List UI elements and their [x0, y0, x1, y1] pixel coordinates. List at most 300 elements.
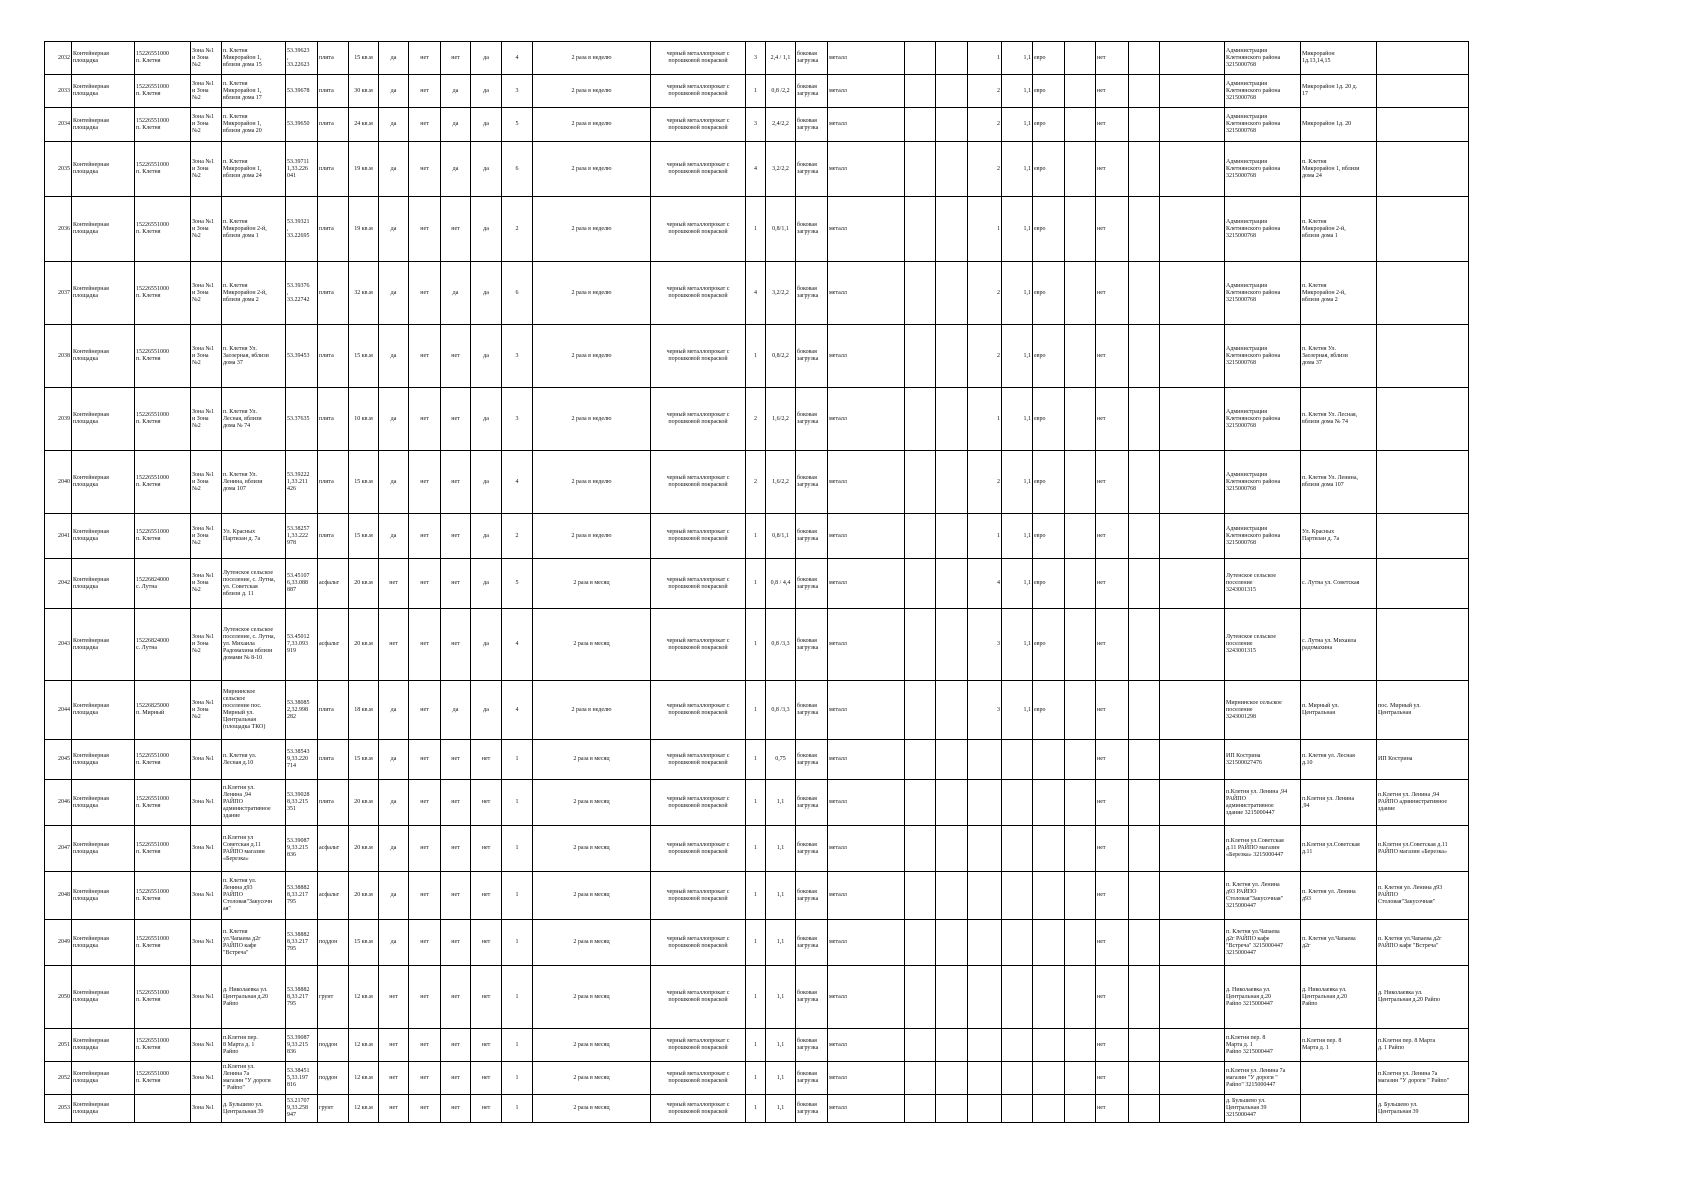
- cell-empty: [936, 1095, 968, 1123]
- cell-flag-4: да: [471, 681, 502, 740]
- cell-no-flag: нет: [1096, 262, 1129, 325]
- cell-empty: [1129, 75, 1160, 108]
- cell-surface: асфальт: [318, 609, 349, 681]
- cell-address: п. Клетня ул. Лесная д.10: [222, 740, 286, 780]
- cell-flag-3: да: [441, 681, 471, 740]
- cell-volume-2: 1,1: [1002, 142, 1033, 197]
- cell-source-address: п. Клетня Ул. Лесная, вблизи дома № 74: [1301, 388, 1377, 451]
- table-row: [45, 920, 1469, 966]
- cell-coordinates: 53.39623 , 33.22623: [286, 42, 318, 75]
- cell-coordinates: 53.21707 9,33.258 947: [286, 1095, 318, 1123]
- table-row: [45, 142, 1469, 197]
- cell-flag-1: нет: [379, 1029, 409, 1062]
- cell-oktmo-code: 15226551000 п. Клетня: [135, 262, 191, 325]
- cell-volume-2: [1002, 826, 1033, 872]
- cell-empty: [936, 559, 968, 609]
- cell-surface: плита: [318, 75, 349, 108]
- cell-row-number: 2049: [45, 920, 72, 966]
- cell-area: 15 кв.м: [349, 42, 379, 75]
- cell-flag-1: да: [379, 681, 409, 740]
- cell-empty: [936, 325, 968, 388]
- cell-pickup-frequency: 2 раза в неделю: [533, 325, 651, 388]
- cell-source-address: п.Клетня ул. Ленина ,94: [1301, 780, 1377, 826]
- cell-empty: [1065, 75, 1096, 108]
- cell-empty: [1065, 514, 1096, 559]
- cell-empty: [1160, 325, 1225, 388]
- cell-euro: евро: [1033, 325, 1065, 388]
- cell-oktmo-code: 15226551000 п. Клетня: [135, 75, 191, 108]
- cell-no-flag: нет: [1096, 75, 1129, 108]
- cell-metal: металл: [828, 197, 905, 262]
- cell-source-address: Микрорайон 1д. 20 д. 17: [1301, 75, 1377, 108]
- cell-empty: [905, 514, 936, 559]
- cell-empty: [1160, 681, 1225, 740]
- cell-oktmo-code: 15226825000 п. Мирный: [135, 681, 191, 740]
- cell-container-count: 1: [502, 872, 533, 920]
- cell-coordinates: 53.38451 5,33.197 816: [286, 1062, 318, 1095]
- cell-container-count: 1: [502, 826, 533, 872]
- cell-flag-3: нет: [441, 872, 471, 920]
- cell-object-type: Контейнерная площадка: [72, 1095, 135, 1123]
- cell-empty: [905, 325, 936, 388]
- cell-extra-info: п.Клетня пер. 8 Марта д. 1 Райпо: [1377, 1029, 1469, 1062]
- table-row: [45, 388, 1469, 451]
- cell-pickup-frequency: 2 раза в месяц: [533, 1029, 651, 1062]
- cell-flag-4: да: [471, 609, 502, 681]
- cell-coordinates: 53.39453: [286, 325, 318, 388]
- cell-empty: [936, 872, 968, 920]
- cell-flag-2: нет: [409, 388, 441, 451]
- cell-container-count-2: [968, 920, 1002, 966]
- cell-container-material: черный металлопрокат с порошковой покраской: [651, 1095, 746, 1123]
- cell-loading-type: боковая загрузка: [796, 197, 828, 262]
- cell-source-address: с. Лутна ул. Михаила радомахина: [1301, 609, 1377, 681]
- cell-container-material: черный металлопрокат с порошковой покраской: [651, 920, 746, 966]
- cell-coordinates: 53.38882 8,33.217 795: [286, 966, 318, 1029]
- cell-metal: металл: [828, 1095, 905, 1123]
- cell-euro: евро: [1033, 262, 1065, 325]
- cell-container-count-2: [968, 966, 1002, 1029]
- cell-zone: Зона №1 и Зона №2: [191, 325, 222, 388]
- cell-flag-1: да: [379, 197, 409, 262]
- cell-flag-1: да: [379, 325, 409, 388]
- cell-area: 15 кв.м: [349, 740, 379, 780]
- cell-coordinates: 53.39650: [286, 108, 318, 142]
- cell-empty: [1065, 1029, 1096, 1062]
- cell-volume: 1,1: [766, 872, 796, 920]
- cell-empty: [905, 388, 936, 451]
- cell-metal: металл: [828, 108, 905, 142]
- cell-surface: плита: [318, 780, 349, 826]
- cell-area: 18 кв.м: [349, 681, 379, 740]
- cell-oktmo-code: 15226824000 с. Лутна: [135, 609, 191, 681]
- cell-volume-2: 1,1: [1002, 514, 1033, 559]
- cell-container-qty: 1: [746, 75, 766, 108]
- table-row: [45, 262, 1469, 325]
- cell-empty: [1065, 740, 1096, 780]
- cell-object-type: Контейнерная площадка: [72, 780, 135, 826]
- cell-extra-info: [1377, 609, 1469, 681]
- cell-euro: [1033, 1095, 1065, 1123]
- cell-address: д. Николаевка ул. Центральная д.20 Райпо: [222, 966, 286, 1029]
- cell-flag-1: нет: [379, 559, 409, 609]
- cell-zone: Зона №1 и Зона №2: [191, 75, 222, 108]
- cell-oktmo-code: 15226824000 с. Лутна: [135, 559, 191, 609]
- cell-no-flag: нет: [1096, 740, 1129, 780]
- cell-pickup-frequency: 2 раза в неделю: [533, 142, 651, 197]
- cell-volume: 1,1: [766, 780, 796, 826]
- cell-empty: [1065, 142, 1096, 197]
- cell-empty: [1129, 740, 1160, 780]
- cell-surface: асфальт: [318, 826, 349, 872]
- cell-empty: [1160, 197, 1225, 262]
- cell-flag-1: нет: [379, 966, 409, 1029]
- cell-object-type: Контейнерная площадка: [72, 609, 135, 681]
- cell-owner: п.Клетня ул. Ленина 7а магазин "У дороги " Райпо" 3215000447: [1225, 1062, 1301, 1095]
- cell-container-count: 2: [502, 514, 533, 559]
- cell-euro: евро: [1033, 609, 1065, 681]
- cell-coordinates: 53.37635: [286, 388, 318, 451]
- cell-no-flag: нет: [1096, 966, 1129, 1029]
- cell-volume-2: [1002, 780, 1033, 826]
- cell-coordinates: 53.39321 , 33.22695: [286, 197, 318, 262]
- cell-volume-2: 1,1: [1002, 108, 1033, 142]
- cell-loading-type: боковая загрузка: [796, 920, 828, 966]
- table-row: [45, 872, 1469, 920]
- cell-empty: [936, 609, 968, 681]
- cell-extra-info: [1377, 388, 1469, 451]
- cell-container-count-2: [968, 740, 1002, 780]
- cell-empty: [905, 559, 936, 609]
- cell-euro: евро: [1033, 42, 1065, 75]
- cell-empty: [1160, 740, 1225, 780]
- cell-row-number: 2052: [45, 1062, 72, 1095]
- cell-container-qty: 1: [746, 780, 766, 826]
- cell-empty: [1129, 609, 1160, 681]
- cell-container-qty: 4: [746, 262, 766, 325]
- cell-container-material: черный металлопрокат с порошковой покраской: [651, 1029, 746, 1062]
- cell-zone: Зона №1: [191, 920, 222, 966]
- cell-object-type: Контейнерная площадка: [72, 920, 135, 966]
- cell-metal: металл: [828, 75, 905, 108]
- cell-flag-1: да: [379, 42, 409, 75]
- cell-coordinates: 53.38257 1,33.222 978: [286, 514, 318, 559]
- cell-loading-type: боковая загрузка: [796, 388, 828, 451]
- cell-oktmo-code: 15226551000 п. Клетня: [135, 142, 191, 197]
- cell-container-material: черный металлопрокат с порошковой покраской: [651, 42, 746, 75]
- cell-flag-1: да: [379, 920, 409, 966]
- cell-container-material: черный металлопрокат с порошковой покраской: [651, 681, 746, 740]
- cell-metal: металл: [828, 42, 905, 75]
- cell-source-address: [1301, 1095, 1377, 1123]
- cell-empty: [905, 780, 936, 826]
- cell-coordinates: 53.39678: [286, 75, 318, 108]
- cell-container-count: 1: [502, 920, 533, 966]
- cell-metal: металл: [828, 451, 905, 514]
- cell-extra-info: д. Николаевка ул. Центральная д.20 Райпо: [1377, 966, 1469, 1029]
- cell-flag-3: нет: [441, 780, 471, 826]
- cell-flag-3: да: [441, 262, 471, 325]
- cell-metal: металл: [828, 262, 905, 325]
- cell-no-flag: нет: [1096, 108, 1129, 142]
- cell-container-qty: 1: [746, 1095, 766, 1123]
- cell-flag-2: нет: [409, 966, 441, 1029]
- cell-empty: [1129, 1062, 1160, 1095]
- cell-empty: [1160, 966, 1225, 1029]
- cell-zone: Зона №1 и Зона №2: [191, 262, 222, 325]
- cell-container-qty: 1: [746, 609, 766, 681]
- cell-container-count: 6: [502, 262, 533, 325]
- cell-empty: [905, 262, 936, 325]
- cell-flag-2: нет: [409, 559, 441, 609]
- cell-flag-1: нет: [379, 1095, 409, 1123]
- cell-flag-4: да: [471, 42, 502, 75]
- cell-loading-type: боковая загрузка: [796, 1095, 828, 1123]
- cell-empty: [1065, 966, 1096, 1029]
- cell-empty: [936, 966, 968, 1029]
- cell-extra-info: пос. Мирный ул. Центральная: [1377, 681, 1469, 740]
- cell-row-number: 2041: [45, 514, 72, 559]
- cell-container-count: 1: [502, 966, 533, 1029]
- cell-source-address: Ул. Красных Партизан д. 7а: [1301, 514, 1377, 559]
- cell-flag-3: нет: [441, 826, 471, 872]
- cell-volume: 0,8 /2,2: [766, 75, 796, 108]
- cell-zone: Зона №1 и Зона №2: [191, 681, 222, 740]
- cell-zone: Зона №1: [191, 1029, 222, 1062]
- cell-flag-2: нет: [409, 42, 441, 75]
- cell-flag-1: да: [379, 740, 409, 780]
- cell-flag-4: да: [471, 559, 502, 609]
- cell-flag-2: нет: [409, 920, 441, 966]
- cell-volume-2: 1,1: [1002, 388, 1033, 451]
- cell-address: п. Клетня Микрорайон 2-й, вблизи дома 1: [222, 197, 286, 262]
- cell-no-flag: нет: [1096, 197, 1129, 262]
- cell-object-type: Контейнерная площадка: [72, 197, 135, 262]
- cell-oktmo-code: 15226551000 п. Клетня: [135, 42, 191, 75]
- cell-flag-2: нет: [409, 780, 441, 826]
- cell-oktmo-code: 15226551000 п. Клетня: [135, 826, 191, 872]
- cell-coordinates: 53.39222 1,33.211 426: [286, 451, 318, 514]
- cell-metal: металл: [828, 920, 905, 966]
- cell-extra-info: п. Клетня ул.Чапаева д2г РАЙПО кафе "Встреча": [1377, 920, 1469, 966]
- cell-address: д. Бульшево ул. Центральная 39: [222, 1095, 286, 1123]
- cell-volume-2: [1002, 872, 1033, 920]
- cell-row-number: 2034: [45, 108, 72, 142]
- cell-pickup-frequency: 2 раза в неделю: [533, 388, 651, 451]
- cell-container-material: черный металлопрокат с порошковой покраской: [651, 966, 746, 1029]
- cell-flag-3: нет: [441, 42, 471, 75]
- cell-area: 15 кв.м: [349, 514, 379, 559]
- cell-empty: [1160, 826, 1225, 872]
- cell-container-material: черный металлопрокат с порошковой покраской: [651, 1062, 746, 1095]
- cell-empty: [905, 740, 936, 780]
- cell-empty: [1065, 325, 1096, 388]
- cell-address: п. Клетня ул. Ленина д93 РАЙПО Столовая"Закусочн ая": [222, 872, 286, 920]
- cell-surface: плита: [318, 388, 349, 451]
- cell-flag-3: нет: [441, 451, 471, 514]
- cell-metal: металл: [828, 514, 905, 559]
- cell-object-type: Контейнерная площадка: [72, 514, 135, 559]
- cell-flag-1: нет: [379, 1062, 409, 1095]
- cell-flag-2: нет: [409, 451, 441, 514]
- cell-empty: [1065, 559, 1096, 609]
- cell-owner: Администрация Клетнянского района 3215000768: [1225, 514, 1301, 559]
- cell-empty: [1160, 1029, 1225, 1062]
- cell-euro: [1033, 1062, 1065, 1095]
- cell-address: п. Клетня Ул. Лесная, вблизи дома № 74: [222, 388, 286, 451]
- cell-metal: металл: [828, 1062, 905, 1095]
- cell-pickup-frequency: 2 раза в неделю: [533, 108, 651, 142]
- cell-extra-info: [1377, 559, 1469, 609]
- cell-zone: Зона №1 и Зона №2: [191, 514, 222, 559]
- cell-container-material: черный металлопрокат с порошковой покраской: [651, 609, 746, 681]
- cell-pickup-frequency: 2 раза в неделю: [533, 262, 651, 325]
- cell-flag-2: нет: [409, 142, 441, 197]
- cell-loading-type: боковая загрузка: [796, 872, 828, 920]
- cell-surface: плита: [318, 142, 349, 197]
- cell-container-count: 3: [502, 75, 533, 108]
- cell-empty: [1065, 388, 1096, 451]
- cell-owner: Администрация Клетнянского района 3215000768: [1225, 142, 1301, 197]
- cell-loading-type: боковая загрузка: [796, 262, 828, 325]
- cell-area: 20 кв.м: [349, 780, 379, 826]
- cell-object-type: Контейнерная площадка: [72, 1062, 135, 1095]
- cell-container-material: черный металлопрокат с порошковой покраской: [651, 559, 746, 609]
- cell-volume-2: [1002, 1062, 1033, 1095]
- cell-zone: Зона №1: [191, 1062, 222, 1095]
- cell-surface: плита: [318, 681, 349, 740]
- cell-extra-info: [1377, 197, 1469, 262]
- cell-no-flag: нет: [1096, 514, 1129, 559]
- cell-address: п. Клетня Микрорайон 1, вблизи дома 24: [222, 142, 286, 197]
- cell-euro: евро: [1033, 451, 1065, 514]
- cell-loading-type: боковая загрузка: [796, 609, 828, 681]
- cell-source-address: п. Клетня Микрорайон 1, вблизи дома 24: [1301, 142, 1377, 197]
- cell-address: п. Клетня Ул. Ленина, вблизи дома 107: [222, 451, 286, 514]
- cell-no-flag: нет: [1096, 42, 1129, 75]
- cell-container-material: черный металлопрокат с порошковой покраской: [651, 108, 746, 142]
- cell-flag-2: нет: [409, 826, 441, 872]
- cell-zone: Зона №1 и Зона №2: [191, 42, 222, 75]
- cell-oktmo-code: 15226551000 п. Клетня: [135, 920, 191, 966]
- table-row: [45, 514, 1469, 559]
- cell-container-count: 3: [502, 388, 533, 451]
- cell-empty: [905, 1062, 936, 1095]
- table-row: [45, 451, 1469, 514]
- cell-flag-3: нет: [441, 514, 471, 559]
- cell-surface: плита: [318, 740, 349, 780]
- cell-surface: грунт: [318, 966, 349, 1029]
- cell-no-flag: нет: [1096, 1029, 1129, 1062]
- cell-owner: д. Николаевка ул. Центральная д.20 Райпо 3215000447: [1225, 966, 1301, 1029]
- cell-surface: плита: [318, 451, 349, 514]
- cell-surface: плита: [318, 197, 349, 262]
- cell-empty: [936, 740, 968, 780]
- table-row: [45, 325, 1469, 388]
- cell-flag-2: нет: [409, 872, 441, 920]
- cell-owner: п.Клетня ул. Ленина ,94 РАЙПО административное здание 3215000447: [1225, 780, 1301, 826]
- cell-coordinates: 53.38882 8,33.217 795: [286, 920, 318, 966]
- cell-no-flag: нет: [1096, 451, 1129, 514]
- cell-flag-4: да: [471, 75, 502, 108]
- cell-empty: [1160, 872, 1225, 920]
- cell-metal: металл: [828, 388, 905, 451]
- cell-no-flag: нет: [1096, 780, 1129, 826]
- cell-volume-2: 1,1: [1002, 197, 1033, 262]
- cell-flag-1: да: [379, 108, 409, 142]
- cell-container-qty: 1: [746, 681, 766, 740]
- cell-flag-4: нет: [471, 826, 502, 872]
- cell-source-address: п. Клетня ул. Ленина д93: [1301, 872, 1377, 920]
- cell-loading-type: боковая загрузка: [796, 451, 828, 514]
- cell-container-material: черный металлопрокат с порошковой покраской: [651, 514, 746, 559]
- cell-pickup-frequency: 2 раза в месяц: [533, 920, 651, 966]
- cell-oktmo-code: 15226551000 п. Клетня: [135, 1029, 191, 1062]
- cell-coordinates: 53.38543 9,33.220 714: [286, 740, 318, 780]
- cell-row-number: 2043: [45, 609, 72, 681]
- cell-empty: [905, 826, 936, 872]
- cell-no-flag: нет: [1096, 826, 1129, 872]
- cell-container-count-2: 1: [968, 42, 1002, 75]
- cell-empty: [1160, 780, 1225, 826]
- cell-row-number: 2046: [45, 780, 72, 826]
- cell-flag-4: да: [471, 514, 502, 559]
- cell-zone: Зона №1 и Зона №2: [191, 142, 222, 197]
- cell-container-material: черный металлопрокат с порошковой покраской: [651, 780, 746, 826]
- cell-owner: Лутенское сельское поселение 3243001315: [1225, 559, 1301, 609]
- cell-empty: [905, 42, 936, 75]
- cell-coordinates: 53.45012 7,33.093 919: [286, 609, 318, 681]
- cell-empty: [1160, 1062, 1225, 1095]
- cell-address: п.Клетня пер. 8 Марта д. 1 Райпо: [222, 1029, 286, 1062]
- cell-coordinates: 53.39087 9,33.215 836: [286, 826, 318, 872]
- cell-euro: евро: [1033, 142, 1065, 197]
- cell-row-number: 2042: [45, 559, 72, 609]
- cell-empty: [1129, 108, 1160, 142]
- cell-empty: [936, 780, 968, 826]
- cell-extra-info: д. Бульшево ул. Центральная 39: [1377, 1095, 1469, 1123]
- cell-container-count: 5: [502, 108, 533, 142]
- cell-area: 10 кв.м: [349, 388, 379, 451]
- cell-owner: д. Бульшево ул. Центральная 39 3215000447: [1225, 1095, 1301, 1123]
- cell-pickup-frequency: 2 раза в неделю: [533, 451, 651, 514]
- cell-area: 32 кв.м: [349, 262, 379, 325]
- cell-empty: [1129, 559, 1160, 609]
- cell-flag-2: нет: [409, 681, 441, 740]
- cell-empty: [936, 451, 968, 514]
- cell-flag-1: да: [379, 262, 409, 325]
- cell-flag-2: нет: [409, 197, 441, 262]
- cell-empty: [1160, 262, 1225, 325]
- cell-oktmo-code: 15226551000 п. Клетня: [135, 451, 191, 514]
- cell-volume: 1,1: [766, 1095, 796, 1123]
- cell-extra-info: [1377, 75, 1469, 108]
- cell-source-address: Микрорайон 1д. 20: [1301, 108, 1377, 142]
- cell-zone: Зона №1: [191, 740, 222, 780]
- cell-container-count-2: 3: [968, 681, 1002, 740]
- cell-empty: [905, 681, 936, 740]
- cell-extra-info: п. Клетня ул. Ленина д93 РАЙПО Столовая"Закусочная": [1377, 872, 1469, 920]
- table-row: [45, 1062, 1469, 1095]
- table-row: [45, 966, 1469, 1029]
- cell-container-count-2: 2: [968, 451, 1002, 514]
- cell-volume-2: 1,1: [1002, 325, 1033, 388]
- cell-flag-3: нет: [441, 1029, 471, 1062]
- cell-surface: поддон: [318, 1029, 349, 1062]
- cell-no-flag: нет: [1096, 872, 1129, 920]
- cell-area: 12 кв.м: [349, 1029, 379, 1062]
- cell-pickup-frequency: 2 раза в месяц: [533, 1095, 651, 1123]
